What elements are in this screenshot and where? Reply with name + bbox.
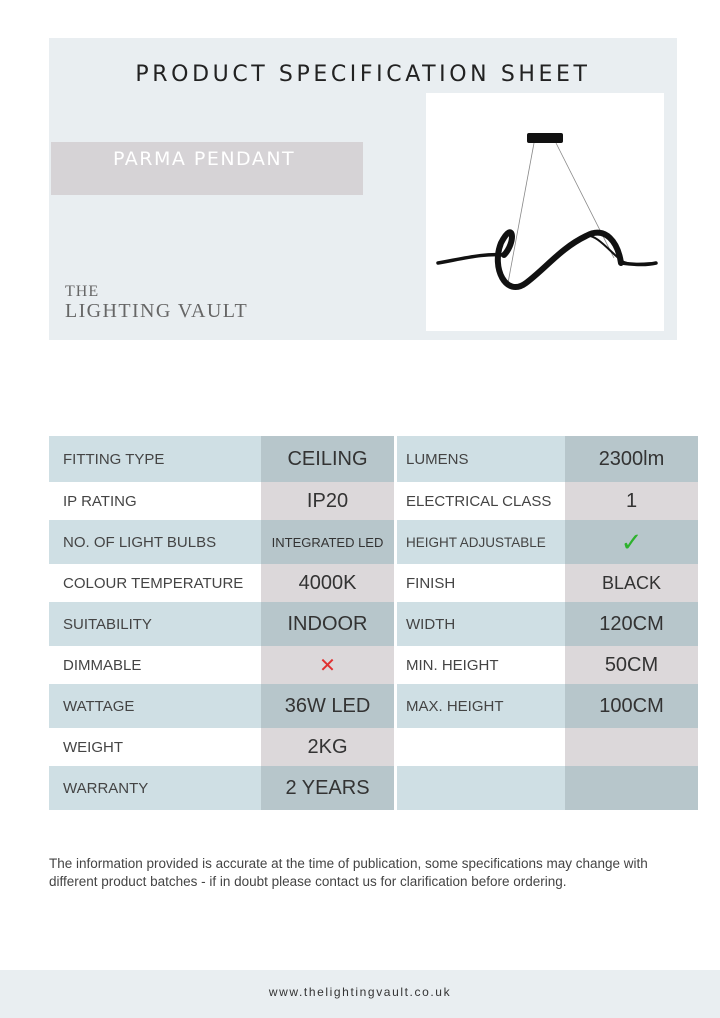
spec-value: 4000K <box>261 564 394 602</box>
spec-row <box>49 564 698 602</box>
spec-row <box>49 684 698 728</box>
check-icon: ✓ <box>620 526 643 557</box>
spec-value: 2 YEARS <box>261 766 394 810</box>
brand-line-2: LIGHTING VAULT <box>65 299 249 322</box>
product-name: PARMA PENDANT <box>113 148 296 170</box>
disclaimer-note: The information provided is accurate at the time of publication, some specifications may change with different product batches - if in doubt please contact us for clarification before ordering. <box>49 856 648 889</box>
specification-table <box>49 436 698 810</box>
spec-label: COLOUR TEMPERATURE <box>49 564 261 602</box>
spec-row <box>49 646 698 684</box>
spec-value <box>565 728 698 766</box>
cross-icon: ✕ <box>319 654 336 677</box>
spec-row <box>49 520 698 564</box>
product-photo <box>426 93 664 331</box>
product-name-band <box>51 142 363 195</box>
spec-value: IP20 <box>261 482 394 520</box>
spec-row <box>49 728 698 766</box>
spec-label: FINISH <box>397 564 565 602</box>
spec-value: INTEGRATED LED <box>261 520 394 564</box>
spec-label: MIN. HEIGHT <box>397 646 565 684</box>
spec-row <box>49 482 698 520</box>
pendant-light-icon <box>426 93 664 331</box>
spec-row <box>49 602 698 646</box>
spec-value: 2300lm <box>565 436 698 482</box>
spec-label: WARRANTY <box>49 766 261 810</box>
spec-label: WATTAGE <box>49 684 261 728</box>
spec-value: CEILING <box>261 436 394 482</box>
spec-label: WIDTH <box>397 602 565 646</box>
spec-row <box>49 766 698 810</box>
spec-label: ELECTRICAL CLASS <box>397 482 565 520</box>
spec-value: BLACK <box>565 564 698 602</box>
spec-label: HEIGHT ADJUSTABLE <box>397 520 565 564</box>
spec-label <box>397 728 565 766</box>
spec-value: INDOOR <box>261 602 394 646</box>
page-title: PRODUCT SPECIFICATION SHEET <box>135 62 591 87</box>
spec-label: LUMENS <box>397 436 565 482</box>
spec-value: 36W LED <box>261 684 394 728</box>
spec-value <box>565 766 698 810</box>
spec-value-cross-icon <box>261 646 394 684</box>
spec-label: IP RATING <box>49 482 261 520</box>
spec-value: 100CM <box>565 684 698 728</box>
spec-label: NO. OF LIGHT BULBS <box>49 520 261 564</box>
spec-row <box>49 436 698 482</box>
spec-value: 120CM <box>565 602 698 646</box>
spec-value: 50CM <box>565 646 698 684</box>
spec-label: SUITABILITY <box>49 602 261 646</box>
spec-value-check-icon <box>565 520 698 564</box>
brand-line-1: THE <box>65 283 100 300</box>
spec-value: 2KG <box>261 728 394 766</box>
brand-logo <box>65 284 248 322</box>
footer <box>0 970 720 1018</box>
spec-label: WEIGHT <box>49 728 261 766</box>
spec-label <box>397 766 565 810</box>
spec-value: 1 <box>565 482 698 520</box>
website-link[interactable]: www.thelightingvault.co.uk <box>268 985 452 999</box>
spec-label: FITTING TYPE <box>49 436 261 482</box>
spec-label: MAX. HEIGHT <box>397 684 565 728</box>
header-panel <box>49 38 677 340</box>
spec-label: DIMMABLE <box>49 646 261 684</box>
